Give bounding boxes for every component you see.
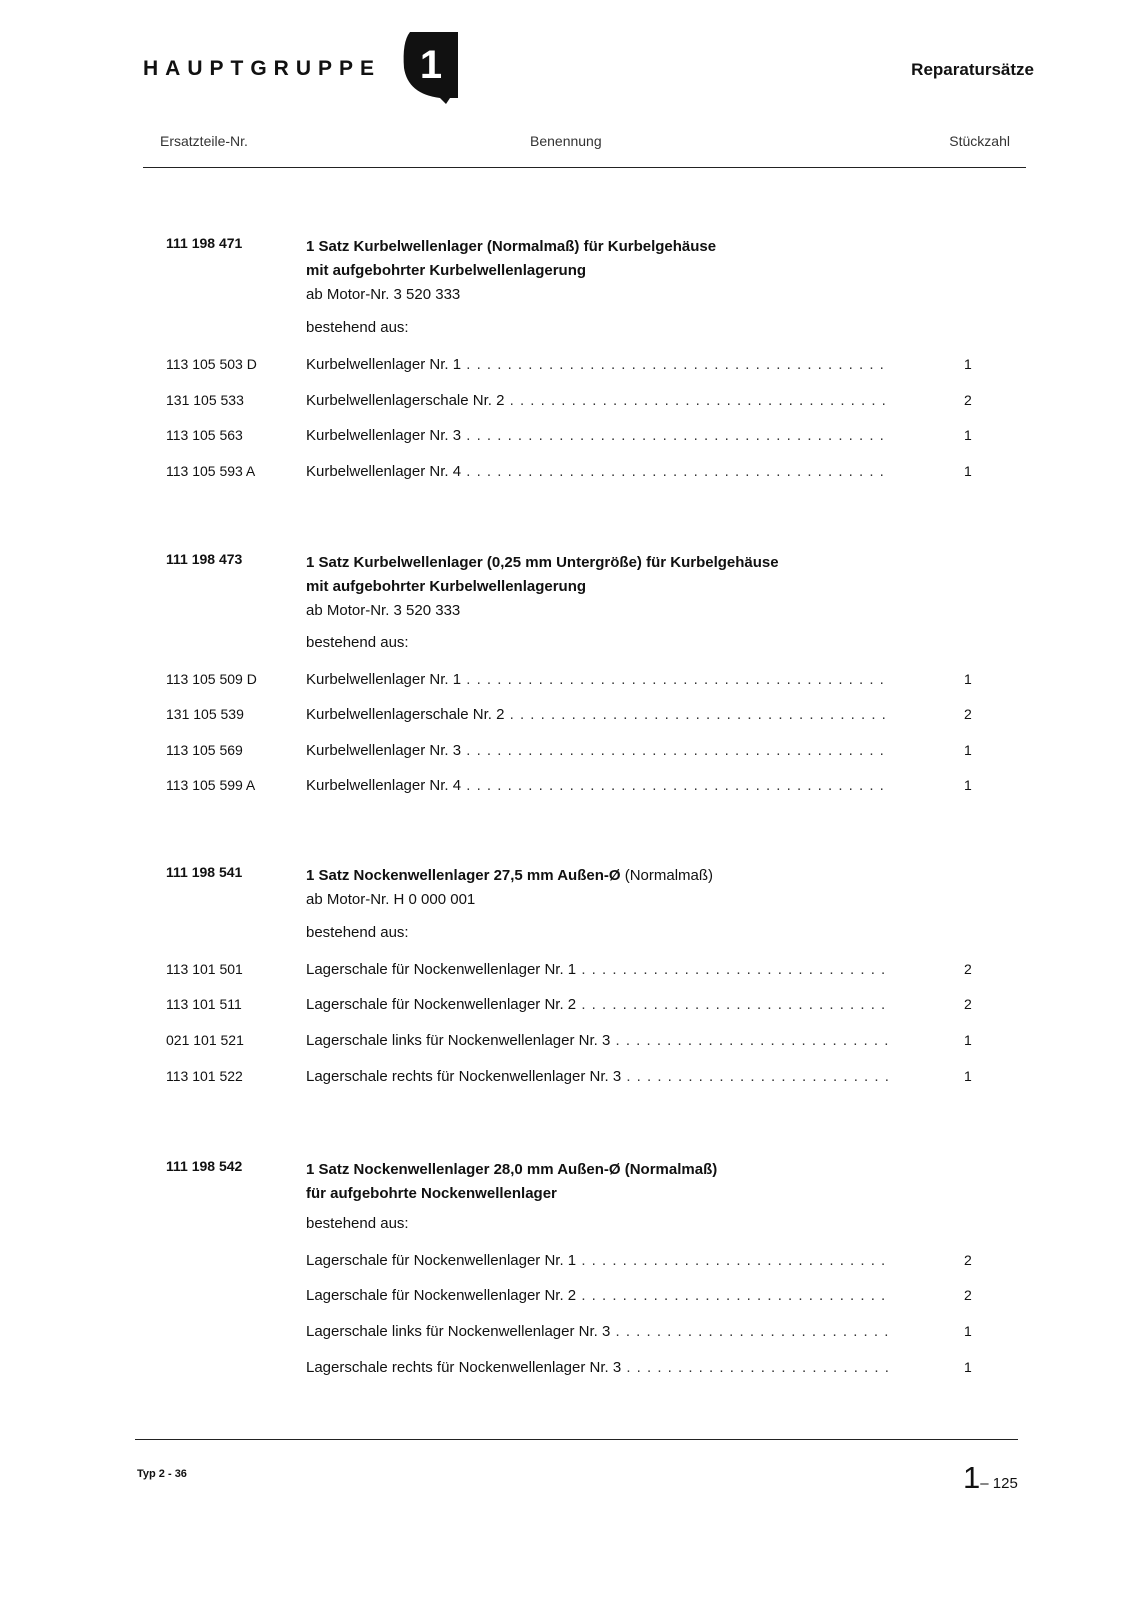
item-quantity: 1 xyxy=(964,1323,972,1339)
set-heading xyxy=(306,1158,906,1206)
item-part-number: 131 105 539 xyxy=(166,706,244,722)
set-title-line: 1 Satz Nockenwellenlager 28,0 mm Außen-Ø (Normalmaß) xyxy=(306,1161,718,1178)
set-title-line: mit aufgebohrter Kurbelwellenlagerung xyxy=(306,578,587,595)
table-row xyxy=(0,356,1133,380)
table-row xyxy=(0,392,1133,416)
item-part-number: 113 101 501 xyxy=(166,961,243,977)
consisting-of-label: bestehend aus: xyxy=(306,634,409,651)
item-description: Lagerschale rechts für Nockenwellenlager Nr. 3 . . . xyxy=(306,1359,891,1376)
section-title: Reparatursätze xyxy=(911,60,1034,79)
item-part-number: 113 105 509 D xyxy=(166,671,257,687)
column-header-part-no: Ersatzteile-Nr. xyxy=(160,133,248,149)
set-heading xyxy=(306,235,906,307)
item-quantity: 1 xyxy=(964,1032,972,1048)
group-number-badge xyxy=(400,28,464,104)
set-note: ab Motor-Nr. H 0 000 001 xyxy=(306,891,476,908)
item-part-number: 113 105 593 A xyxy=(166,463,256,479)
item-description: Lagerschale rechts für Nockenwellenlager Nr. 3 . . . xyxy=(306,1068,891,1085)
table-row xyxy=(0,1359,1133,1383)
item-part-number: 113 105 599 A xyxy=(166,777,256,793)
table-row xyxy=(0,463,1133,487)
consisting-of-label: bestehend aus: xyxy=(306,924,409,941)
table-row xyxy=(0,1032,1133,1056)
set-heading xyxy=(306,551,906,623)
table-row xyxy=(0,961,1133,985)
set-part-number: 111 198 473 xyxy=(166,551,243,567)
item-description: Kurbelwellenlagerschale Nr. 2 . . . xyxy=(306,706,891,723)
item-description: Lagerschale links für Nockenwellenlager Nr. 3 . . . xyxy=(306,1323,891,1340)
item-quantity: 1 xyxy=(964,1068,972,1084)
set-title-line: 1 Satz Kurbelwellenlager (0,25 mm Untergröße) für Kurbelgehäuse xyxy=(306,554,779,571)
item-part-number: 113 105 503 D xyxy=(166,356,257,372)
consisting-of-label: bestehend aus: xyxy=(306,1215,409,1232)
item-quantity: 2 xyxy=(964,961,972,977)
item-part-number: 113 101 522 xyxy=(166,1068,243,1084)
vehicle-type-label: Typ 2 - 36 xyxy=(137,1468,187,1480)
set-note: ab Motor-Nr. 3 520 333 xyxy=(306,286,461,303)
set-heading xyxy=(306,864,906,912)
set-title-line: für aufgebohrte Nockenwellenlager xyxy=(306,1185,557,1202)
item-quantity: 1 xyxy=(964,463,972,479)
table-row xyxy=(0,996,1133,1020)
item-description: Lagerschale für Nockenwellenlager Nr. 2 . . . xyxy=(306,996,891,1013)
item-part-number: 021 101 521 xyxy=(166,1032,244,1048)
item-quantity: 1 xyxy=(964,1359,972,1375)
item-part-number: 131 105 533 xyxy=(166,392,244,408)
table-row xyxy=(0,777,1133,801)
set-part-number: 111 198 471 xyxy=(166,235,243,251)
item-description: Kurbelwellenlager Nr. 4 . . . xyxy=(306,777,891,794)
set-note: ab Motor-Nr. 3 520 333 xyxy=(306,602,461,619)
column-header-name: Benennung xyxy=(530,133,602,149)
page-sub-number: – 125 xyxy=(980,1475,1018,1492)
item-quantity: 2 xyxy=(964,1252,972,1268)
item-description: Kurbelwellenlager Nr. 1 . . . xyxy=(306,671,891,688)
item-description: Lagerschale für Nockenwellenlager Nr. 1 . . . xyxy=(306,961,891,978)
item-description: Lagerschale links für Nockenwellenlager Nr. 3 . . . xyxy=(306,1032,891,1049)
column-header-qty: Stückzahl xyxy=(949,133,1010,149)
header-divider xyxy=(143,167,1026,168)
item-quantity: 1 xyxy=(964,356,972,372)
item-quantity: 2 xyxy=(964,1287,972,1303)
table-row xyxy=(0,671,1133,695)
set-title-line: 1 Satz Kurbelwellenlager (Normalmaß) für Kurbelgehäuse xyxy=(306,238,717,255)
item-part-number: 113 101 511 xyxy=(166,996,242,1012)
group-badge-shape xyxy=(400,28,464,104)
table-row xyxy=(0,1252,1133,1276)
item-description: Kurbelwellenlager Nr. 4 . . . xyxy=(306,463,891,480)
item-part-number: 113 105 569 xyxy=(166,742,243,758)
set-part-number: 111 198 541 xyxy=(166,864,243,880)
item-quantity: 1 xyxy=(964,427,972,443)
item-description: Lagerschale für Nockenwellenlager Nr. 1 . . . xyxy=(306,1252,891,1269)
table-row xyxy=(0,427,1133,451)
consisting-of-label: bestehend aus: xyxy=(306,319,409,336)
set-part-number: 111 198 542 xyxy=(166,1158,243,1174)
item-description: Lagerschale für Nockenwellenlager Nr. 2 . . . xyxy=(306,1287,891,1304)
item-part-number: 113 105 563 xyxy=(166,427,243,443)
main-group-title: HAUPTGRUPPE xyxy=(143,57,382,80)
item-description: Kurbelwellenlagerschale Nr. 2 . . . xyxy=(306,392,891,409)
page-group-number: 1 xyxy=(963,1460,981,1495)
item-quantity: 1 xyxy=(964,742,972,758)
table-row xyxy=(0,1068,1133,1092)
item-quantity: 2 xyxy=(964,392,972,408)
item-quantity: 2 xyxy=(964,996,972,1012)
footer-divider xyxy=(135,1439,1018,1440)
set-title-line: mit aufgebohrter Kurbelwellenlagerung xyxy=(306,262,587,279)
table-row xyxy=(0,1287,1133,1311)
table-row xyxy=(0,1323,1133,1347)
page-number xyxy=(963,1460,1018,1496)
item-quantity: 2 xyxy=(964,706,972,722)
item-quantity: 1 xyxy=(964,777,972,793)
set-title-line: 1 Satz Nockenwellenlager 27,5 mm Außen-Ø xyxy=(306,867,621,884)
item-description: Kurbelwellenlager Nr. 3 . . . xyxy=(306,427,891,444)
table-row xyxy=(0,742,1133,766)
item-quantity: 1 xyxy=(964,671,972,687)
item-description: Kurbelwellenlager Nr. 3 . . . xyxy=(306,742,891,759)
group-number: 1 xyxy=(419,43,443,87)
table-row xyxy=(0,706,1133,730)
set-title-suffix: (Normalmaß) xyxy=(624,867,714,884)
item-description: Kurbelwellenlager Nr. 1 . . . xyxy=(306,356,891,373)
